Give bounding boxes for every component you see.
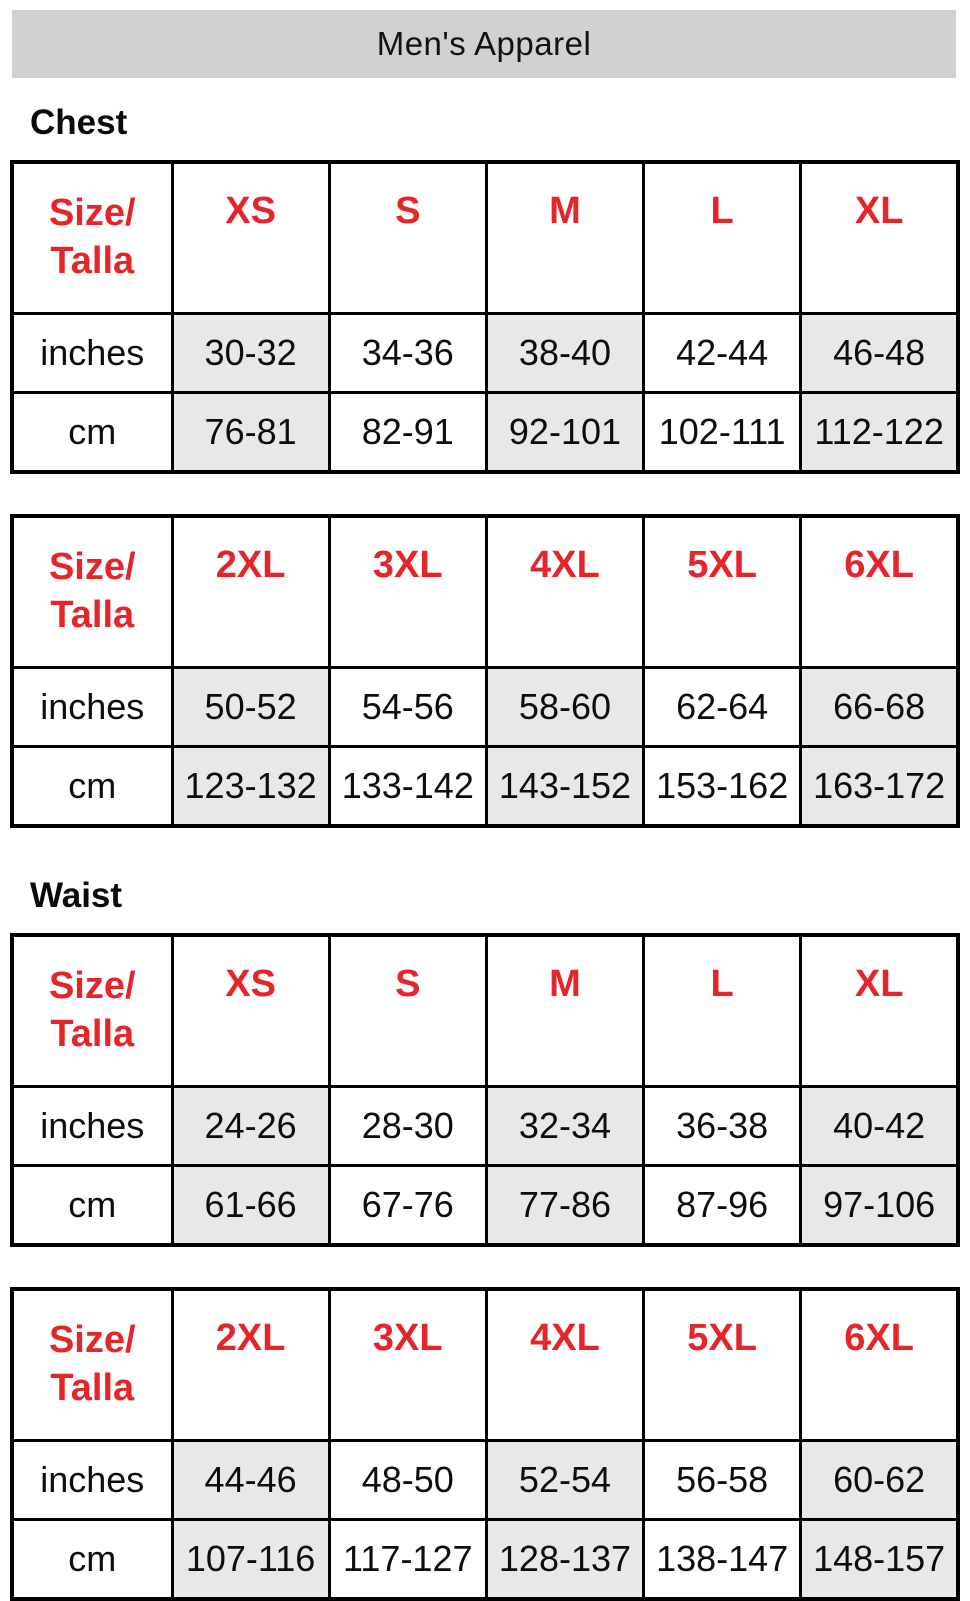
value-cell: 123-132 — [172, 747, 329, 827]
size-header-cell: 2XL — [172, 1289, 329, 1441]
value-cell: 163-172 — [801, 747, 958, 827]
value-cell: 38-40 — [486, 314, 643, 393]
size-header-cell: XS — [172, 162, 329, 314]
size-label-line2: Talla — [50, 593, 135, 636]
size-header-cell: L — [644, 162, 801, 314]
table-header-row — [12, 516, 958, 668]
size-header-cell: 5XL — [644, 516, 801, 668]
value-cell: 61-66 — [172, 1166, 329, 1246]
value-cell: 56-58 — [644, 1441, 801, 1520]
cm-row — [12, 1166, 958, 1246]
size-header-cell: L — [644, 935, 801, 1087]
value-cell: 97-106 — [801, 1166, 958, 1246]
title-bar — [12, 10, 956, 78]
value-cell: 148-157 — [801, 1520, 958, 1600]
waist-table-xs-xl — [10, 933, 960, 1247]
value-cell: 50-52 — [172, 668, 329, 747]
chest-table-xs-xl — [10, 160, 960, 474]
value-cell: 77-86 — [486, 1166, 643, 1246]
value-cell: 92-101 — [486, 393, 643, 473]
page-title: Men's Apparel — [376, 25, 592, 62]
size-label-line2: Talla — [50, 239, 135, 282]
table-header-row — [12, 935, 958, 1087]
row-label-inches: inches — [12, 1087, 172, 1166]
size-header-cell: 6XL — [801, 1289, 958, 1441]
value-cell: 58-60 — [486, 668, 643, 747]
size-label-line1: Size/ — [48, 1319, 136, 1361]
value-cell: 102-111 — [644, 393, 801, 473]
value-cell: 48-50 — [329, 1441, 486, 1520]
size-label-line1: Size/ — [48, 192, 136, 234]
cm-row — [12, 1520, 958, 1600]
size-label-line1: Size/ — [48, 965, 136, 1007]
size-talla-corner-cell — [12, 935, 172, 1087]
size-header-cell: S — [329, 162, 486, 314]
row-label-inches: inches — [12, 668, 172, 747]
value-cell: 107-116 — [172, 1520, 329, 1600]
value-cell: 34-36 — [329, 314, 486, 393]
row-label-inches: inches — [12, 1441, 172, 1520]
value-cell: 46-48 — [801, 314, 958, 393]
value-cell: 67-76 — [329, 1166, 486, 1246]
size-header-cell: XL — [801, 162, 958, 314]
chest-table-2xl-6xl — [10, 514, 960, 828]
inches-row — [12, 668, 958, 747]
size-header-cell: M — [486, 935, 643, 1087]
value-cell: 138-147 — [644, 1520, 801, 1600]
value-cell: 82-91 — [329, 393, 486, 473]
value-cell: 42-44 — [644, 314, 801, 393]
row-label-cm: cm — [12, 1166, 172, 1246]
row-label-inches: inches — [12, 314, 172, 393]
value-cell: 40-42 — [801, 1087, 958, 1166]
size-header-cell: 4XL — [486, 1289, 643, 1441]
size-header-cell: XL — [801, 935, 958, 1087]
size-header-cell: M — [486, 162, 643, 314]
inches-row — [12, 1087, 958, 1166]
size-header-cell: 6XL — [801, 516, 958, 668]
waist-table-2xl-6xl — [10, 1287, 960, 1601]
row-label-cm: cm — [12, 393, 172, 473]
value-cell: 32-34 — [486, 1087, 643, 1166]
cm-row — [12, 747, 958, 827]
chest-section-heading: Chest — [30, 103, 128, 142]
value-cell: 54-56 — [329, 668, 486, 747]
value-cell: 36-38 — [644, 1087, 801, 1166]
size-header-cell: XS — [172, 935, 329, 1087]
waist-section-heading: Waist — [30, 876, 123, 915]
size-header-cell: 4XL — [486, 516, 643, 668]
value-cell: 153-162 — [644, 747, 801, 827]
size-header-cell: S — [329, 935, 486, 1087]
value-cell: 143-152 — [486, 747, 643, 827]
value-cell: 87-96 — [644, 1166, 801, 1246]
value-cell: 24-26 — [172, 1087, 329, 1166]
value-cell: 52-54 — [486, 1441, 643, 1520]
table-header-row — [12, 1289, 958, 1441]
size-label-line2: Talla — [50, 1012, 135, 1055]
value-cell: 117-127 — [329, 1520, 486, 1600]
table-header-row — [12, 162, 958, 314]
row-label-cm: cm — [12, 747, 172, 827]
cm-row — [12, 393, 958, 473]
size-header-cell: 2XL — [172, 516, 329, 668]
value-cell: 133-142 — [329, 747, 486, 827]
value-cell: 128-137 — [486, 1520, 643, 1600]
value-cell: 76-81 — [172, 393, 329, 473]
size-header-cell: 5XL — [644, 1289, 801, 1441]
value-cell: 30-32 — [172, 314, 329, 393]
value-cell: 62-64 — [644, 668, 801, 747]
size-header-cell: 3XL — [329, 516, 486, 668]
value-cell: 28-30 — [329, 1087, 486, 1166]
size-talla-corner-cell — [12, 162, 172, 314]
value-cell: 66-68 — [801, 668, 958, 747]
inches-row — [12, 1441, 958, 1520]
size-talla-corner-cell — [12, 516, 172, 668]
size-label-line1: Size/ — [48, 546, 136, 588]
value-cell: 112-122 — [801, 393, 958, 473]
inches-row — [12, 314, 958, 393]
value-cell: 60-62 — [801, 1441, 958, 1520]
size-label-line2: Talla — [50, 1366, 135, 1409]
value-cell: 44-46 — [172, 1441, 329, 1520]
row-label-cm: cm — [12, 1520, 172, 1600]
size-header-cell: 3XL — [329, 1289, 486, 1441]
size-talla-corner-cell — [12, 1289, 172, 1441]
